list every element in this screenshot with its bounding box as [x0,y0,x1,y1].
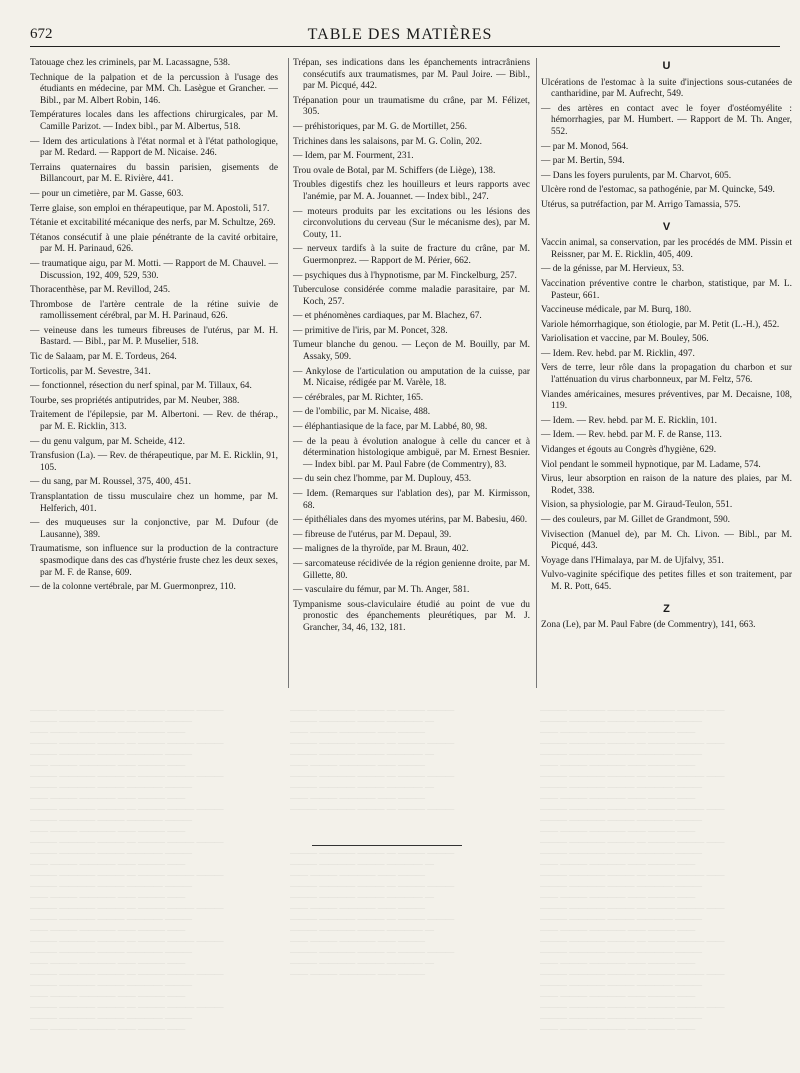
index-entry: Terre glaise, son emploi en thérapeutique, par M. Apostoli, 517. [30,203,270,214]
index-entry: — et phénomènes cardiaques, par M. Blachez, 67. [293,311,482,322]
index-entry: — Idem. — Rev. hebd. par M. E. Ricklin, 101. [541,415,717,426]
index-entry: — Idem. — Rev. hebd. par M. F. de Ranse, 113. [541,430,722,441]
index-entry: Vaccineuse médicale, par M. Burq, 180. [541,305,692,316]
index-entry: Variole hémorrhagique, son étiologie, par M. Petit (L.-H.), 452. [541,319,780,330]
section-letter: V [662,220,671,233]
index-entry: Trépanation pour un traumatisme du crâne, par M. Félizet, 305. [293,95,530,118]
index-entry: Tétanie et excitabilité mécanique des nerfs, par M. Schultze, 269. [30,218,276,229]
index-entry: Trichines dans les salaisons, par M. G. Colin, 202. [293,136,482,147]
index-entry: — fonctionnel, résection du nerf spinal, par M. Tillaux, 64. [30,381,252,392]
index-entry: — des muqueuses sur la conjonctive, par M. Dufour (de Lausanne), 389. [30,518,278,540]
index-entry: — Idem. (Remarques sur l'ablation des), par M. Kirmisson, 68. [293,489,530,511]
index-entry: — de la peau à évolution analogue à celle du cancer et à détermination histologique ambiguë, par M. Ernest Besnier. — Index bibl. par M. Paul Fabre (de Commentry), 83. [293,436,530,470]
index-entry: Viandes américaines, mesures préventives, par M. Decaisne, 108, 119. [541,389,792,412]
index-entry: — Idem. Rev. hebd. par M. Ricklin, 497. [541,348,695,359]
bleed-through-texture: ——— ———— ——— — ——— ——— ——— ———— ——— ———— — —— ——— ———— —— ——— ——— ———— ——— — ——— ——— ——— ———— ——— ———— — —— ——— ———— —— ——— ——— ———— ——— — ——— ——— ——— ———— ——— ———— — —— ——— ———— —— ——— ——— ———— ——— — ——— ——— ——— ———— ——— — ——— ——— ——— ———— ——— ———— — —— ——— ———— —— ——— ——— ———— ——— — ——— ——— ——— ———— ——— ———— — —— ——— ———— —— ——— ——— ———— ——— — ——— ——— ——— ———— ——— ———— — —— ——— ———— —— ——— ——— ———— ——— — ——— ——— ——— ———— ——— ———— — —— ——— ———— —— ——— [290,705,455,979]
index-entry: Transfusion (La). — Rev. de thérapeutique, par M. E. Ricklin, 91, 105. [30,451,278,473]
index-entry: Voyage dans l'Himalaya, par M. de Ujfalvy, 351. [541,555,724,566]
index-entry: — moteurs produits par les excitations ou les lésions des circonvolutions du cerveau (Sur le mécanisme des), par M. Couty, 11. [293,206,530,240]
index-entry: — sarcomateuse récidivée de la région genienne droite, par M. Gillette, 80. [293,558,530,581]
index-entry: Tétanos consécutif à une plaie pénétrante de la cavité orbitaire, par M. H. Parinaud, 626. [30,232,278,255]
index-entry: Virus, leur absorption en raison de la nature des plaies, par M. Rodet, 338. [541,474,792,496]
index-entry: — des artères en contact avec le foyer d'ostéomyélite : hémorrhagies, par M. Humbert. — Rapport de M. Th. Anger, 552. [541,103,792,137]
page-number: 672 [30,26,53,42]
index-entry: Transplantation de tissu musculaire chez un homme, par M. Helferich, 401. [30,492,278,514]
index-entry: — nerveux tardifs à la suite de fracture du crâne, par M. Guermonprez. — Rapport de M. Périer, 662. [293,244,530,266]
bleed-through-texture: ——— ———— ——— — ——— ——— —— ——— ———— ——— ———— ——— —— ——— ———— —— ——— —— ——— ———— ——— — ——— ——— —— ——— ———— ——— ———— ——— —— ——— ———— —— ——— —— ——— ———— ——— — ——— ——— —— ——— ———— ——— ———— ——— —— ——— ———— —— ——— —— ——— ———— ——— — ——— ——— —— ——— ———— ——— ———— ——— —— ——— ———— —— ——— —— ——— ———— ——— — ——— ——— —— ——— ———— ——— ———— ——— —— ——— ———— —— ——— —— ——— ———— ——— — ——— ——— —— ——— ———— ——— ———— ——— —— ——— ———— —— ——— —— ——— ———— ——— — ——— ——— —— ——— ———— ——— ———— ——— —— ——— ———— —— ——— —— ——— ———— ——— — ——— ——— —— ——— ———— ——— ———— ——— —— ——— ———— —— ——— —— ——— ———— ——— — ——— ——— —— ——— ———— ——— ———— ——— —— ——— ———— —— ——— —— ——— ———— ——— — ——— ——— —— ——— ———— ——— ———— ——— —— ——— ———— —— ——— —— [540,705,725,1034]
index-entry: Tuberculose considérée comme maladie parasitaire, par M. Koch, 257. [293,285,530,307]
index-entry: — Idem, par M. Fourment, 231. [293,151,414,162]
index-entry: — primitive de l'iris, par M. Poncet, 328. [293,325,448,336]
index-entry: — par M. Monod, 564. [541,141,629,152]
index-entry: Tourbe, ses propriétés antiputrides, par M. Neuber, 388. [30,395,240,406]
index-entry: — éléphantiasique de la face, par M. Labbé, 80, 98. [293,422,488,433]
index-entry: — de la génisse, par M. Hervieux, 53. [541,264,684,275]
index-entry: — Ankylose de l'articulation ou amputation de la cuisse, par M. Nicaise, rédigée par M. Varèle, 18. [293,366,530,389]
index-entry: Vulvo-vaginite spécifique des petites filles et son traitement, par M. R. Pott, 645. [541,570,792,592]
index-entry: Vers de terre, leur rôle dans la propagation du charbon et sur l'atténuation du virus charbonneux, par M. Feltz, 576. [541,363,792,386]
index-entry: — cérébrales, par M. Richter, 165. [293,392,424,403]
section-letter: Z [663,602,670,615]
index-column-1 [30,58,278,688]
index-entry: — par M. Bertin, 594. [541,156,625,167]
index-entry: — du genu valgum, par M. Scheide, 412. [30,436,185,447]
index-entry: Vidanges et égouts au Congrès d'hygiène, 629. [541,445,717,456]
index-entry: Vaccin animal, sa conservation, par les procédés de MM. Pissin et Reissner, par M. E. Ricklin, 405, 409. [541,238,792,260]
section-letter: U [662,60,671,72]
page-header [30,26,770,48]
index-entry: Zona (Le), par M. Paul Fabre (de Commentry), 141, 663. [541,620,756,631]
index-entry: Viol pendant le sommeil hypnotique, par M. Ladame, 574. [541,459,761,470]
section-divider-rule [312,845,462,846]
index-entry: Tic de Salaam, par M. E. Tordeus, 264. [30,352,177,363]
index-entry: — Dans les foyers purulents, par M. Charvot, 605. [541,170,732,181]
index-entry: Températures locales dans les affections chirurgicales, par M. Camille Parizot. — Index bibl., par M. Albertus, 518. [30,110,278,132]
index-entry: Thoracenthèse, par M. Revillod, 245. [30,285,171,296]
index-entry: — veineuse dans les tumeurs fibreuses de l'utérus, par M. H. Bastard. — Bibl., par M. P. Muselier, 518. [30,325,278,348]
index-entry: Ulcérations de l'estomac à la suite d'injections sous-cutanées de cantharidine, par M. Aufrecht, 549. [541,77,792,100]
index-entry: — du sang, par M. Roussel, 375, 400, 451. [30,477,191,488]
index-entry: — du sein chez l'homme, par M. Duplouy, 453. [293,474,472,485]
index-entry: — psychiques dus à l'hypnotisme, par M. Finckelburg, 257. [293,270,517,281]
index-entry: Troubles digestifs chez les houilleurs et leurs rapports avec l'anémie, par M. A. Jouannet. — Index bibl., 247. [293,180,530,202]
bleed-through-texture: ——— ———— ——— — ——— ——— ——— ——— ———— ——— ———— ——— —— ——— ———— —— ——— —— ——— ———— ——— — ——— ——— ——— ——— ———— ——— ———— ——— —— ——— ———— —— ——— —— ——— ———— ——— — ——— ——— ——— ——— ———— ——— ———— ——— —— ——— ———— —— ——— —— ——— ———— ——— — ——— ——— ——— ——— ———— ——— ———— ——— —— ——— ———— —— ——— —— ——— ———— ——— — ——— ——— ——— ——— ———— ——— ———— ——— —— ——— ———— —— ——— —— ——— ———— ——— — ——— ——— ——— ——— ———— ——— ———— ——— —— ——— ———— —— ——— —— ——— ———— ——— — ——— ——— ——— ——— ———— ——— ———— ——— —— ——— ———— —— ——— —— ——— ———— ——— — ——— ——— ——— ——— ———— ——— ———— ——— —— ——— ———— —— ——— —— ——— ———— ——— — ——— ——— ——— ——— ———— ——— ———— ——— —— ——— ———— —— ——— —— ——— ———— ——— — ——— ——— ——— ——— ———— ——— ———— ——— —— ——— ———— —— ——— —— [30,705,224,1034]
index-entry: Traumatisme, son influence sur la production de la contracture spasmodique dans des cas d'hystérie fruste chez les deux sexes, par M. F. de Ranse, 609. [30,544,278,578]
index-entry: Vaccination préventive contre le charbon, statistique, par M. L. Pasteur, 661. [541,278,792,301]
index-entry: Tumeur blanche du genou. — Leçon de M. Bouilly, par M. Assaky, 509. [293,340,530,363]
index-entry: Ulcère rond de l'estomac, sa pathogénie, par M. Quincke, 549. [541,185,775,196]
index-entry: — vasculaire du fémur, par M. Th. Anger, 581. [293,585,470,596]
index-entry: — pour un cimetière, par M. Gasse, 603. [30,188,184,199]
index-entry: Thrombose de l'artère centrale de la rétine suivie de ramollissement cérébral, par M. H. Parinaud, 626. [30,299,278,322]
index-column-2 [288,58,530,688]
index-entry: — préhistoriques, par M. G. de Mortillet, 256. [293,121,467,132]
index-entry: Vision, sa physiologie, par M. Giraud-Teulon, 551. [541,500,733,511]
index-column-3 [536,58,792,688]
index-entry: Terrains quaternaires du bassin parisien, gisements de Billancourt, par M. E. Rivière, 441. [30,162,278,185]
header-rule [30,46,780,47]
index-entry: — fibreuse de l'utérus, par M. Depaul, 39. [293,529,452,540]
index-entry: Vivisection (Manuel de), par M. Ch. Livon. — Bibl., par M. Picqué, 443. [541,529,792,552]
index-entry: — de la colonne vertébrale, par M. Guermonprez, 110. [30,582,236,593]
index-entry: — des couleurs, par M. Gillet de Grandmont, 590. [541,515,731,525]
index-entry: Tatouage chez les criminels, par M. Lacassagne, 538. [30,58,231,68]
index-entry: Torticolis, par M. Sevestre, 341. [30,366,151,377]
index-entry: — traumatique aigu, par M. Motti. — Rapport de M. Chauvel. — Discussion, 192, 409, 529, 530. [30,258,278,281]
index-entry: Tympanisme sous-claviculaire étudié au point de vue du pronostic des épanchements pleurétiques, par M. J. Grancher, 34, 46, 132, 181. [293,599,530,633]
index-entry: — Idem des articulations à l'état normal et à l'état pathologique, par M. Redard. — Rapport de M. Nicaise. 246. [30,136,278,159]
index-entry: Utérus, sa putréfaction, par M. Arrigo Tamassia, 575. [541,199,741,210]
index-entry: Technique de la palpation et de la percussion à l'usage des étudiants en médecine, par MM. Ch. Lasègue et Grancher. — Bibl., par M. Albert Robin, 146. [30,72,278,106]
index-entry: — malignes de la thyroïde, par M. Braun, 402. [293,544,469,555]
page-title: TABLE DES MATIÈRES [307,26,493,43]
index-entry: — de l'ombilic, par M. Nicaise, 488. [293,407,431,418]
index-columns [30,58,792,698]
index-entry: Trou ovale de Botal, par M. Schiffers (de Liège), 138. [293,165,496,176]
index-entry: Variolisation et vaccine, par M. Bouley, 506. [541,334,709,345]
index-entry: Traitement de l'épilepsie, par M. Albertoni. — Rev. de thérap., par M. E. Ricklin, 313. [30,410,278,433]
index-entry: — épithéliales dans des myomes utérins, par M. Babesiu, 460. [293,515,528,526]
index-entry: Trépan, ses indications dans les épanchements intracrâniens consécutifs aux traumatismes, par M. Paul Joire. — Bibl., par M. Picqué, 442. [293,58,530,92]
